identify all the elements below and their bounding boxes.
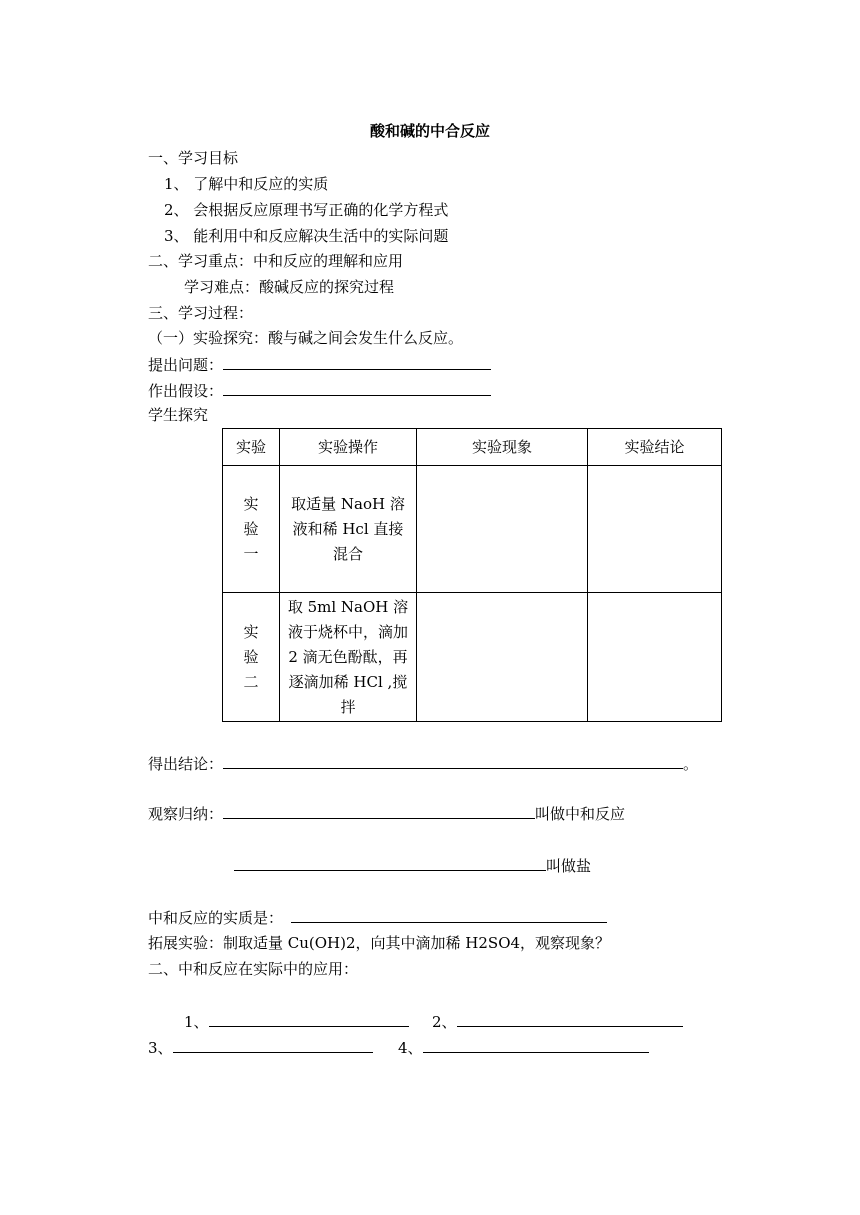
header-experiment: 实验	[223, 429, 280, 466]
application-item-2	[432, 1012, 683, 1031]
application-item-1	[184, 1012, 409, 1031]
conclusion-period: 。	[683, 755, 699, 773]
ask-question-label: 提出问题：	[148, 356, 224, 374]
header-operation: 实验操作	[280, 429, 417, 466]
table-header-row	[223, 429, 722, 466]
essence-label: 中和反应的实质是：	[148, 909, 284, 927]
essence-line	[148, 908, 607, 927]
student-inquiry-label: 学生探究	[148, 406, 209, 424]
experiment-name-1: 实 验 一	[223, 466, 280, 593]
header-phenomenon: 实验现象	[417, 429, 588, 466]
key-point: 二、学习重点：中和反应的理解和应用	[148, 252, 404, 270]
observe-blank-1[interactable]	[223, 804, 535, 819]
goal-item-2: 2、 会根据反应原理书写正确的化学方程式	[164, 201, 449, 219]
observe-line-2	[234, 856, 591, 875]
application-item-4	[398, 1038, 649, 1057]
experiment-phenomenon-1[interactable]	[417, 466, 588, 593]
table-row	[223, 593, 722, 722]
experiment-name-2: 实 验 二	[223, 593, 280, 722]
experiment-operation-2: 取 5ml NaOH 溶液于烧杯中，滴加 2 滴无色酚酞，再逐滴加稀 HCl ,搅拌	[280, 593, 417, 722]
application-blank-2[interactable]	[457, 1012, 683, 1027]
process-heading: 三、学习过程：	[148, 304, 254, 322]
application-blank-4[interactable]	[423, 1038, 649, 1053]
extension-experiment: 拓展实验：制取适量 Cu(OH)2，向其中滴加稀 H2SO4，观察现象？	[148, 934, 611, 952]
ask-question-blank[interactable]	[223, 355, 491, 370]
application-item-1-label: 1、	[184, 1013, 209, 1031]
goal-item-1: 1、 了解中和反应的实质	[164, 175, 329, 193]
experiment-table	[222, 428, 722, 722]
application-heading: 二、中和反应在实际中的应用：	[148, 960, 359, 978]
experiment-conclusion-1[interactable]	[588, 466, 722, 593]
hypothesis-label: 作出假设：	[148, 382, 224, 400]
section-goals-heading: 一、学习目标	[148, 149, 239, 167]
goal-item-3: 3、 能利用中和反应解决生活中的实际问题	[164, 227, 449, 245]
application-item-2-label: 2、	[432, 1013, 457, 1031]
application-blank-1[interactable]	[209, 1012, 409, 1027]
table-row	[223, 466, 722, 593]
observe-suffix-1: 叫做中和反应	[535, 805, 626, 823]
application-item-4-label: 4、	[398, 1039, 423, 1057]
application-item-3	[148, 1038, 373, 1057]
experiment-phenomenon-2[interactable]	[417, 593, 588, 722]
conclusion-label: 得出结论：	[148, 755, 224, 773]
hypothesis-line	[148, 381, 491, 400]
observe-line-1	[148, 804, 625, 823]
experiment-operation-1: 取适量 NaoH 溶液和稀 Hcl 直接混合	[280, 466, 417, 593]
observe-suffix-2: 叫做盐	[546, 857, 592, 875]
header-conclusion: 实验结论	[588, 429, 722, 466]
observe-label: 观察归纳：	[148, 805, 224, 823]
conclusion-blank[interactable]	[223, 754, 683, 769]
hypothesis-blank[interactable]	[223, 381, 491, 396]
conclusion-line	[148, 754, 698, 773]
inquiry-heading: （一）实验探究：酸与碱之间会发生什么反应。	[148, 329, 464, 347]
difficulty-point: 学习难点：酸碱反应的探究过程	[184, 278, 395, 296]
application-item-3-label: 3、	[148, 1039, 173, 1057]
experiment-conclusion-2[interactable]	[588, 593, 722, 722]
application-blank-3[interactable]	[173, 1038, 373, 1053]
page-title: 酸和碱的中合反应	[369, 122, 490, 140]
essence-blank[interactable]	[291, 908, 607, 923]
observe-blank-2[interactable]	[234, 856, 546, 871]
ask-question-line	[148, 355, 491, 374]
